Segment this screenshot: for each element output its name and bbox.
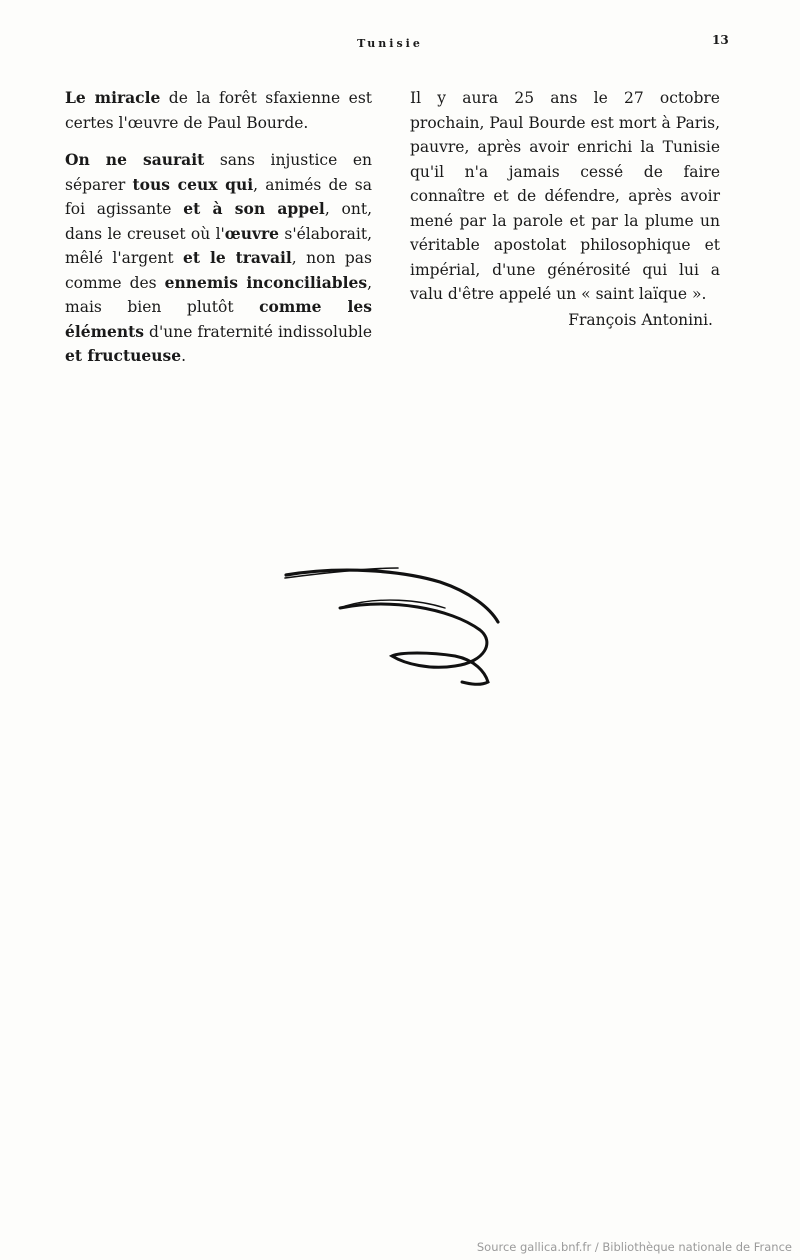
body-text: , animés de sa foi agissante: [65, 175, 372, 218]
page-number: 13: [712, 33, 729, 47]
body-text: de la forêt sfaxienne est certes l'œuvre de Paul Bourde.: [65, 89, 373, 132]
body-text: , ont, dans le creuset où l': [65, 200, 372, 243]
emphasis-text: tous ceux qui: [132, 174, 254, 194]
right-column: [410, 86, 720, 307]
paragraph-1: [65, 86, 372, 135]
running-title: Tunisie: [357, 37, 423, 50]
body-text: , non pas comme des: [65, 249, 372, 292]
emphasis-text: et fructueuse: [65, 346, 182, 365]
body-text: s'élaborait, mêlé l'argent: [65, 224, 373, 267]
body-text: d'une fraternité indissoluble: [144, 322, 372, 341]
source-footer: Source gallica.bnf.fr / Bibliothèque nationale de France: [476, 1240, 792, 1254]
emphasis-text: ennemis inconciliables: [164, 272, 368, 292]
body-text: , mais bien plutôt: [65, 273, 372, 316]
left-column: [65, 86, 372, 369]
paragraph-3: Il y aura 25 ans le 27 octobre prochain, Paul Bourde est mort à Paris, pauvre, après avoir enrichi la Tunisie qu'il n'a jamais cessé de faire connaître et de défendre, après avoir mené par la parole et par la plume un véritable apostolat philosophique et impérial, d'une générosité qui lui a valu d'être appelé un « saint laïque ».: [410, 89, 720, 303]
author-signature: François Antonini.: [568, 311, 713, 329]
emphasis-text: On ne saurait: [65, 150, 205, 169]
emphasis-text: et le travail: [183, 248, 292, 267]
emphasis-text: œuvre: [224, 223, 280, 243]
emphasis-text: comme les éléments: [65, 297, 372, 341]
emphasis-text: Le miracle: [65, 88, 161, 107]
emphasis-text: et à son appel: [183, 199, 325, 218]
body-text: sans injustice en séparer: [65, 151, 372, 194]
flourish-ornament-icon: [280, 560, 510, 690]
body-text: .: [181, 347, 187, 365]
paragraph-2: [65, 148, 372, 369]
